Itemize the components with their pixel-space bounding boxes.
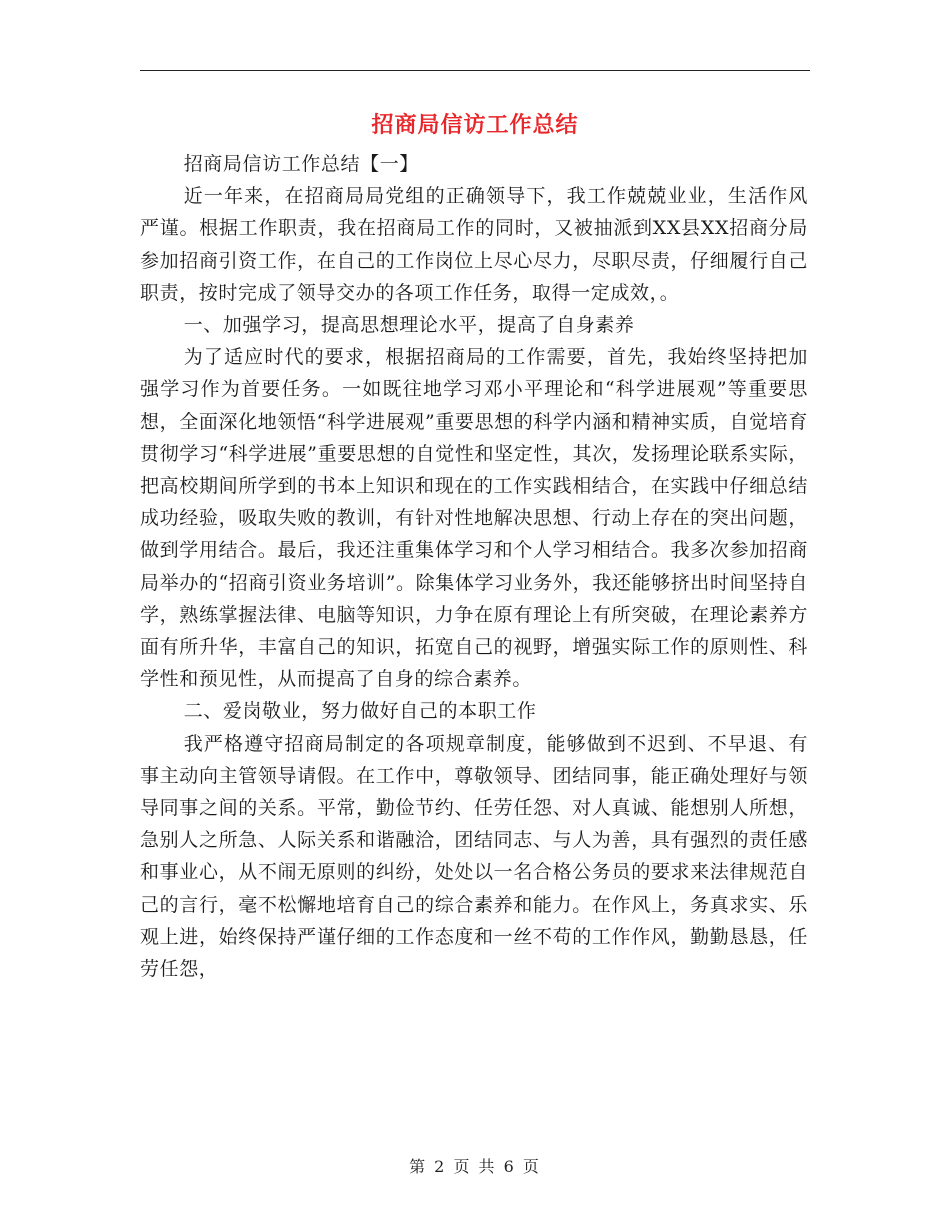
paragraph-section-1: 为了适应时代的要求，根据招商局的工作需要，首先，我始终坚持把加强学习作为首要任务。一如既往地学习邓小平理论和“科学进展观”等重要思想，全面深化地领悟“科学进展观”重要思想的科学内涵和精神实质，自觉培育贯彻学习“科学进展”重要思想的自觉性和坚定性，其次，发扬理论联系实际，把高校期间所学到的书本上知识和现在的工作实践相结合，在实践中仔细总结成功经验，吸取失败的教训，有针对性地解决思想、行动上存在的突出问题，做到学用结合。最后，我还注重集体学习和个人学习相结合。我多次参加招商局举办的“招商引资业务培训”。除集体学习业务外，我还能够挤出时间坚持自学，熟练掌握法律、电脑等知识，力争在原有理论上有所突破，在理论素养方面有所升华，丰富自己的知识，拓宽自己的视野，增强实际工作的原则性、科学性和预见性，从而提高了自身的综合素养。	[140, 346, 808, 691]
page-number-footer: 第 2 页 共 6 页	[409, 1157, 541, 1176]
section-heading-1: 一、加强学习，提高思想理论水平，提高了自身素养	[183, 314, 635, 337]
paragraph-intro: 近一年来，在招商局局党组的正确领导下，我工作兢兢业业，生活作风严谨。根据工作职责，我在招商局工作的同时，又被抽派到XX县XX招商分局参加招商引资工作，在自己的工作岗位上尽心尽力，尽职尽责，仔细履行自己职责，按时完成了领导交办的各项工作任务，取得一定成效，。	[140, 185, 808, 304]
document-body	[140, 148, 808, 985]
header-rule	[140, 70, 810, 71]
paragraph-subtitle: 招商局信访工作总结【一】	[183, 153, 419, 175]
section-heading-2: 二、爱岗敬业，努力做好自己的本职工作	[183, 700, 537, 723]
paragraph-section-2: 我严格遵守招商局制定的各项规章制度，能够做到不迟到、不早退、有事主动向主管领导请假。在工作中，尊敬领导、团结同事，能正确处理好与领导同事之间的关系。平常，勤俭节约、任劳任怨、对人真诚、能想别人所想，急别人之所急、人际关系和谐融洽，团结同志、与人为善，具有强烈的责任感和事业心，从不闹无原则的纠纷，处处以一名合格公务员的要求来法律规范自己的言行，毫不松懈地培育自己的综合素养和能力。在作风上，务真求实、乐观上进，始终保持严谨仔细的工作态度和一丝不苟的工作作风，勤勤恳恳，任劳任怨，	[140, 732, 808, 981]
document-title: 招商局信访工作总结	[371, 112, 579, 138]
